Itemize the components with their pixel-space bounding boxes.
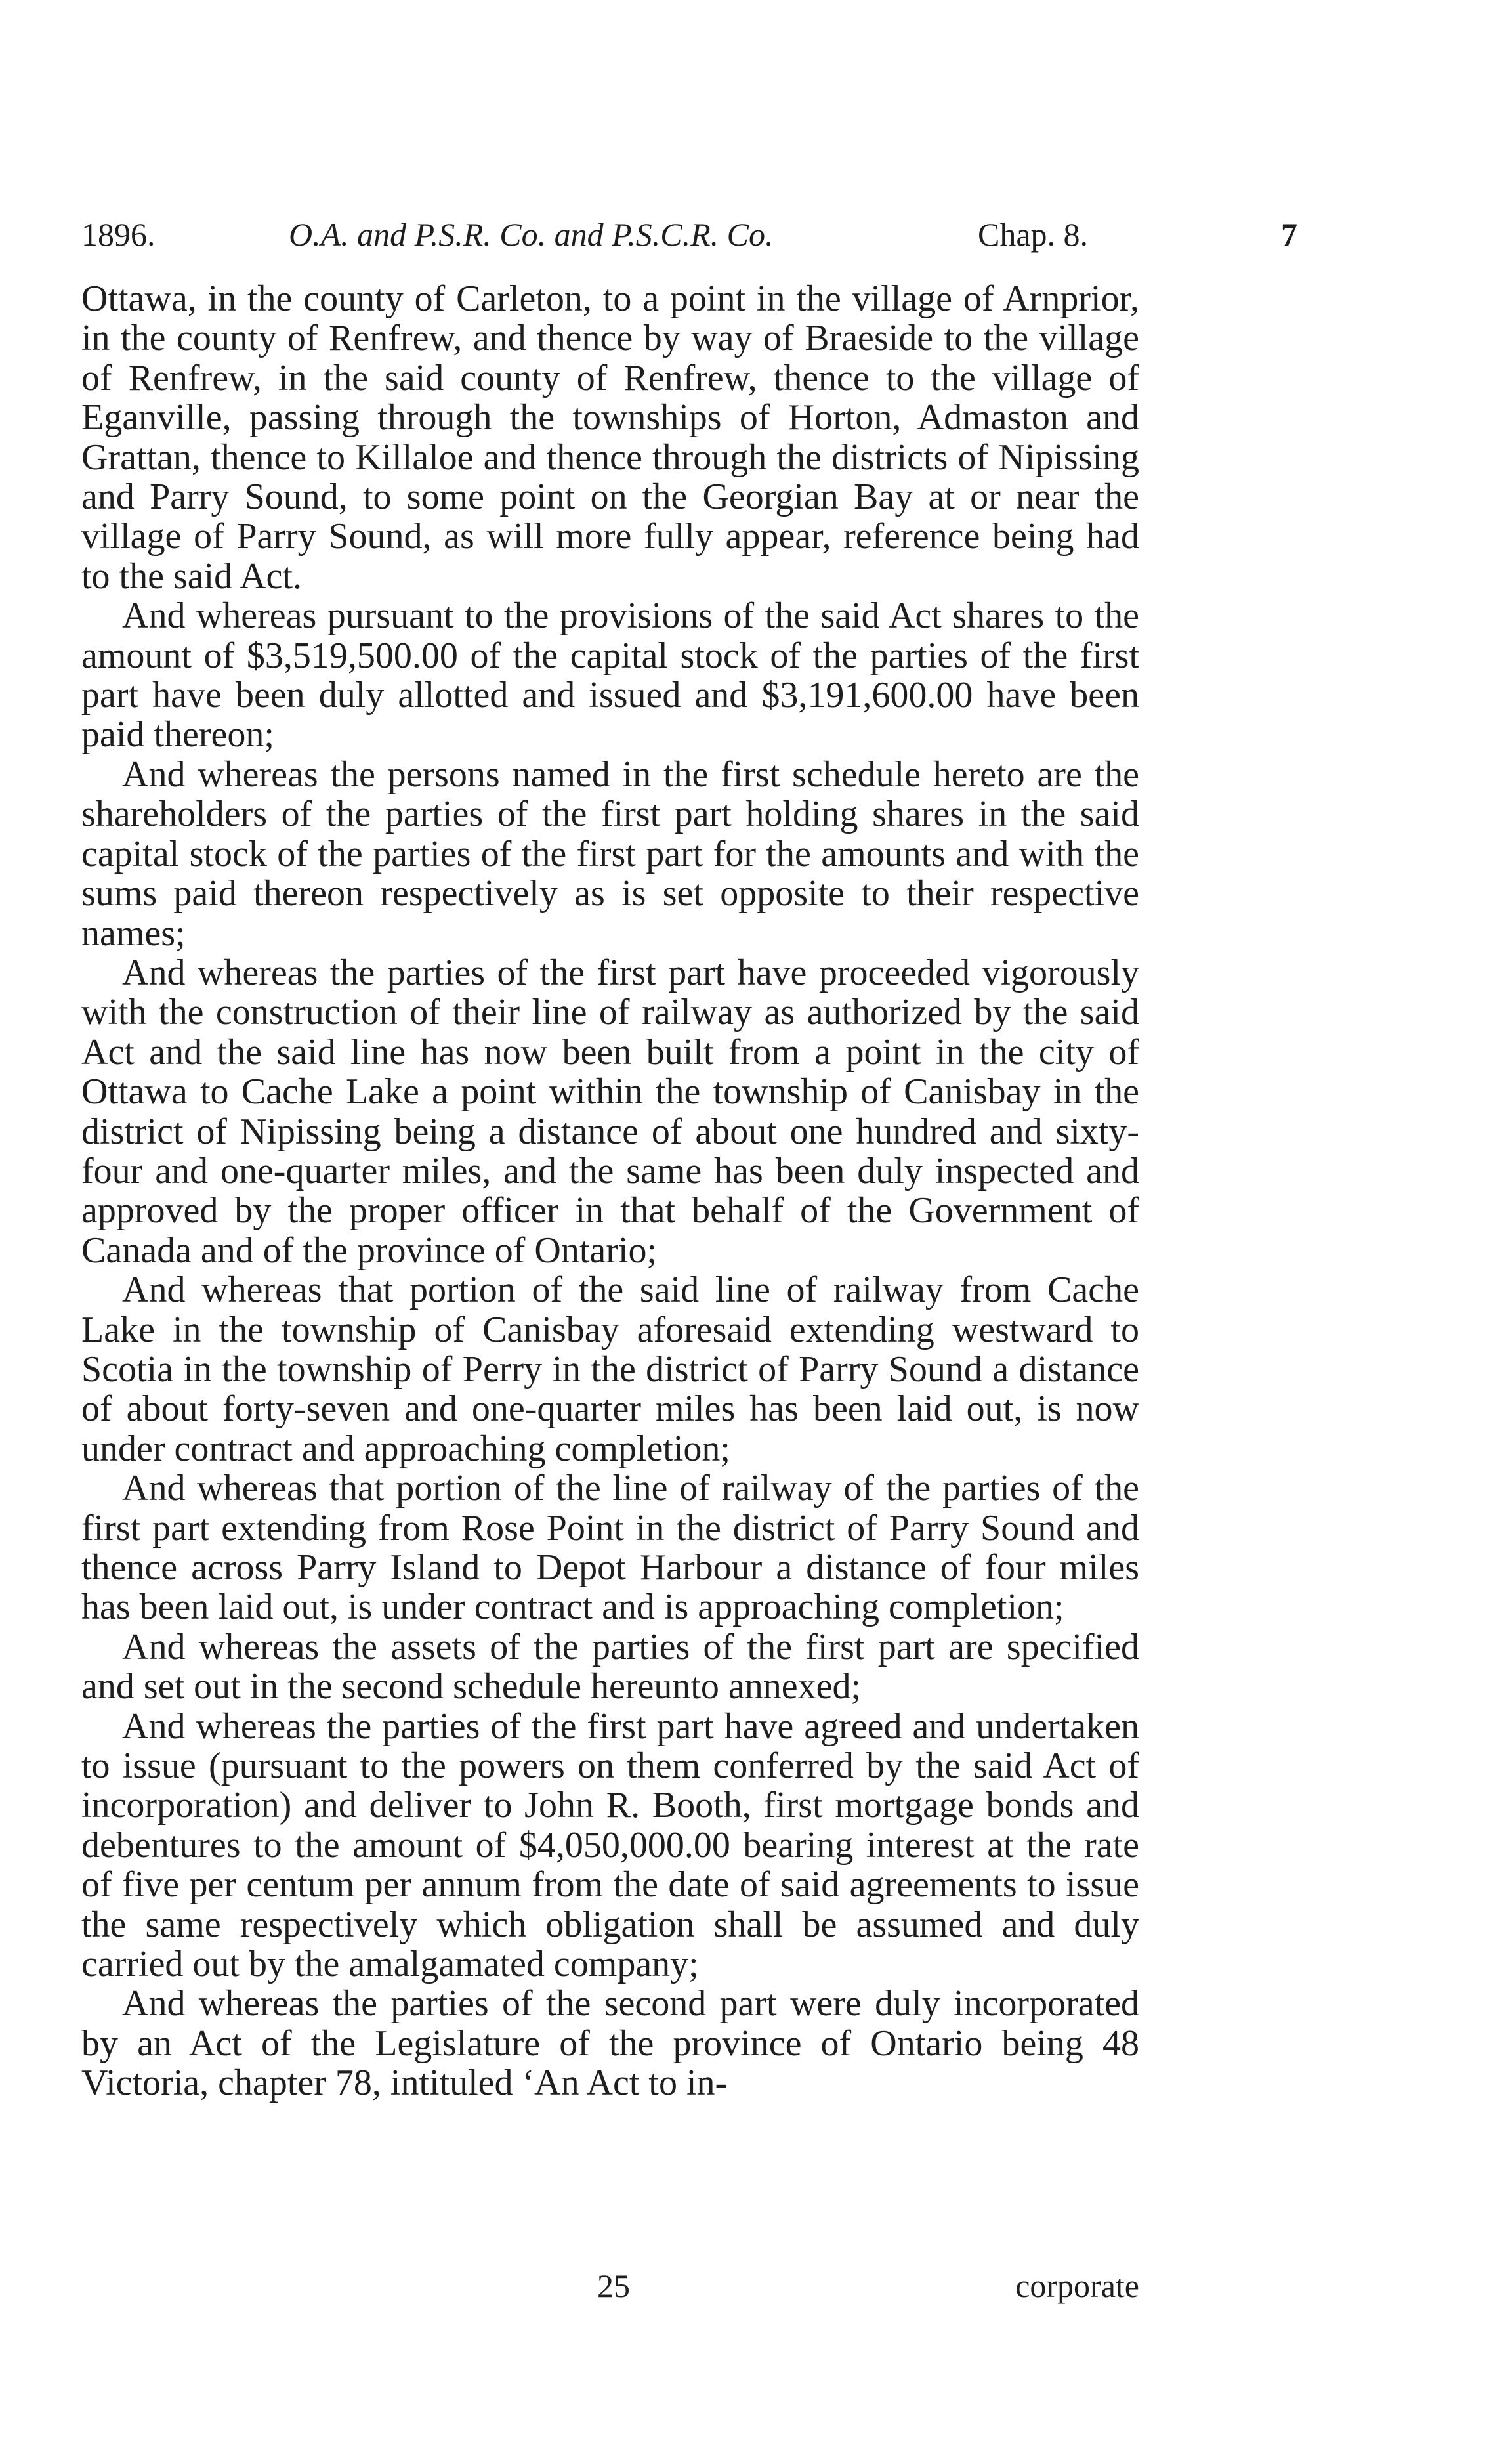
paragraph: And whereas that portion of the line of railway of the parties of the first part extending from Rose Point in the district of Parry Sound and thence across Parry Island to Depot Harbour a distance of four miles has been laid out, is under contract and is approaching completion; <box>81 1468 1139 1628</box>
header-short-title: O.A. and P.S.R. Co. and P.S.C.R. Co. <box>289 216 774 253</box>
body-text <box>81 279 1139 2103</box>
header-year: 1896. <box>81 216 156 253</box>
paragraph: And whereas that portion of the said line of railway from Cache Lake in the township of Canisbay aforesaid extending westward to Scotia in the township of Perry in the district of Parry Sound a distance of about forty-seven and one-quarter miles has been laid out, is now under contract and approaching completion; <box>81 1270 1139 1469</box>
paragraph: And whereas the parties of the first part have proceeded vigorously with the construction of their line of railway as authorized by the said Act and the said line has now been built from a point in the city of Ottawa to Cache Lake a point within the township of Canisbay in the district of Nipissing being a distance of about one hundred and sixty-four and one-quarter miles, and the same has been duly inspected and approved by the proper officer in that behalf of the Government of Canada and of the province of Ontario; <box>81 952 1139 1271</box>
page-footer <box>81 2265 1139 2307</box>
paragraph: And whereas the persons named in the first schedule hereto are the shareholders of the parties of the first part holding shares in the said capital stock of the parties of the first part for the amounts and with the sums paid thereon respectively as is set opposite to their respective names; <box>81 754 1139 954</box>
paragraph: And whereas the assets of the parties of the first part are specified and set out in the second schedule hereunto annexed; <box>81 1626 1139 1707</box>
paragraph-continued: Ottawa, in the county of Carleton, to a point in the village of Arnprior, in the county of Renfrew, and thence by way of Braeside to the village of Renfrew, in the said county of Renfrew, thence to the village of Eganville, passing through the townships of Horton, Admaston and Grattan, thence to Killaloe and thence through the districts of Nipissing and Parry Sound, to some point on the Georgian Bay at or near the village of Parry Sound, as will more fully appear, reference being had to the said Act. <box>81 278 1139 597</box>
catchword: corporate <box>1015 2267 1139 2304</box>
paragraph: And whereas the parties of the first part have agreed and undertaken to issue (pursuant to the powers on them conferred by the said Act of incorporation) and deliver to John R. Booth, first mortgage bonds and debentures to the amount of $4,050,000.00 bearing interest at the rate of five per centum per annum from the date of said agreements to issue the same respectively which obligation shall be assumed and duly carried out by the amalgamated company; <box>81 1705 1139 1985</box>
signature-mark: 25 <box>597 2267 630 2304</box>
paragraph: And whereas the parties of the second part were duly incorporated by an Act of the Legislature of the province of Ontario being 48 Victoria, chapter 78, intituled ‘An Act to in- <box>81 1983 1139 2104</box>
running-header <box>81 211 1341 257</box>
page-number: 7 <box>1281 216 1297 253</box>
header-chapter: Chap. 8. <box>978 216 1089 253</box>
paragraph: And whereas pursuant to the provisions of the said Act shares to the amount of $3,519,500.00 of the capital stock of the parties of the first part have been duly allotted and issued and $3,191,600.00 have been paid thereon; <box>81 595 1139 756</box>
